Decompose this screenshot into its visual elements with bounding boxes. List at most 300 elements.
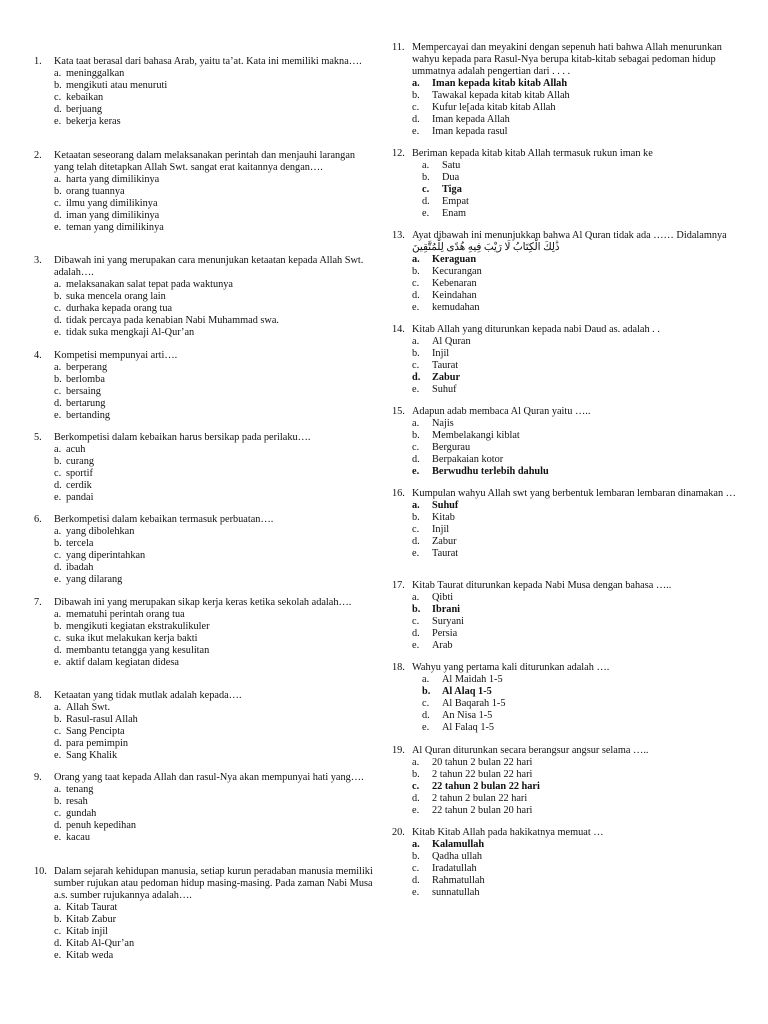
- question-text: [34, 350, 374, 362]
- answer-option[interactable]: [54, 386, 374, 398]
- question-10: [34, 866, 374, 962]
- question-4: [34, 350, 374, 422]
- question-text: [392, 827, 737, 839]
- option-text: tidak suka mengkaji Al-Qur’an: [66, 327, 195, 338]
- option-letter: d.: [54, 398, 62, 409]
- question-prompt: Kitab Allah yang diturunkan kepada nabi Daud as. adalah . .: [412, 324, 660, 335]
- question-11: [392, 42, 737, 138]
- option-text: bertanding: [66, 410, 111, 421]
- option-letter: b.: [54, 456, 62, 467]
- answer-option[interactable]: [412, 769, 737, 781]
- option-text: Kitab injil: [66, 926, 109, 937]
- option-letter: d.: [54, 480, 62, 491]
- answer-options: [392, 500, 737, 560]
- option-letter: e.: [412, 126, 420, 137]
- answer-option[interactable]: [54, 456, 374, 468]
- answer-option[interactable]: [412, 875, 737, 887]
- answer-option[interactable]: [54, 796, 374, 808]
- option-text: bersaing: [66, 386, 101, 397]
- answer-option[interactable]: [412, 360, 737, 372]
- option-text: harta yang dimilikinya: [66, 174, 160, 185]
- answer-option[interactable]: [54, 198, 374, 210]
- answer-options: [34, 784, 374, 844]
- answer-option[interactable]: [54, 938, 374, 950]
- answer-option[interactable]: [412, 336, 737, 348]
- question-text: [392, 42, 737, 78]
- answer-option[interactable]: [412, 454, 737, 466]
- option-text: Dua: [442, 172, 460, 183]
- option-letter: c.: [422, 184, 430, 195]
- answer-option[interactable]: [412, 500, 737, 512]
- option-letter: e.: [54, 950, 62, 961]
- option-text: mengikuti kegiatan ekstrakulikuler: [66, 621, 210, 632]
- option-text: Enam: [442, 208, 467, 219]
- answer-options: [392, 160, 737, 220]
- answer-option[interactable]: [54, 562, 374, 574]
- question-prompt: Ketaatan yang tidak mutlak adalah kepada….: [54, 690, 242, 701]
- option-text: berjuang: [66, 104, 103, 115]
- option-text: Rahmatullah: [432, 875, 485, 886]
- option-text: mengikuti atau menuruti: [66, 80, 168, 91]
- question-number: 8.: [34, 690, 42, 701]
- option-letter: a.: [412, 757, 420, 768]
- option-letter: e.: [54, 574, 62, 585]
- question-text: [392, 662, 737, 674]
- option-letter: d.: [412, 536, 420, 547]
- answer-option[interactable]: [54, 621, 374, 633]
- answer-option[interactable]: [54, 526, 374, 538]
- answer-option[interactable]: [412, 348, 737, 360]
- option-letter: c.: [412, 616, 420, 627]
- answer-option[interactable]: [54, 222, 374, 234]
- option-letter: b.: [54, 621, 62, 632]
- answer-options: [392, 592, 737, 652]
- question-text: [34, 690, 374, 702]
- question-number: 4.: [34, 350, 42, 361]
- question-15: [392, 406, 737, 478]
- option-text: ibadah: [66, 562, 94, 573]
- option-letter: c.: [54, 926, 62, 937]
- answer-option[interactable]: [54, 714, 374, 726]
- question-number: 13.: [392, 230, 405, 241]
- answer-option[interactable]: [54, 315, 374, 327]
- option-letter: d.: [54, 645, 62, 656]
- answer-options: [34, 526, 374, 586]
- option-text: Iman kepada rasul: [432, 126, 508, 137]
- answer-option[interactable]: [422, 160, 737, 172]
- option-text: membantu tetangga yang kesulitan: [66, 645, 210, 656]
- option-letter: a.: [54, 702, 62, 713]
- option-text: Allah Swt.: [66, 702, 111, 713]
- answer-options: [392, 254, 737, 314]
- question-prompt: Orang yang taat kepada Allah dan rasul-Nya akan mempunyai hati yang….: [54, 772, 364, 783]
- answer-option[interactable]: [54, 80, 374, 92]
- option-text: Najis: [432, 418, 454, 429]
- answer-options: [392, 674, 737, 734]
- answer-option[interactable]: [54, 279, 374, 291]
- question-6: [34, 514, 374, 586]
- option-text: Zabur: [432, 536, 457, 547]
- answer-option[interactable]: [412, 372, 737, 384]
- option-text: Kitab Al-Qur’an: [66, 938, 135, 949]
- answer-option[interactable]: [54, 468, 374, 480]
- answer-option[interactable]: [412, 863, 737, 875]
- option-text: Kecurangan: [432, 266, 482, 277]
- option-letter: e.: [54, 327, 62, 338]
- option-text: Sang Khalik: [66, 750, 118, 761]
- option-text: tidak percaya pada kenabian Nabi Muhammad swa.: [66, 315, 280, 326]
- question-prompt: Ketaatan seseorang dalam melaksanakan perintah dan menjauhi larangan yang telah ditetapkan Allah Swt. sangat erat kaitannya dengan….: [54, 150, 356, 173]
- answer-option[interactable]: [412, 805, 737, 817]
- answer-option[interactable]: [54, 92, 374, 104]
- option-text: Berpakaian kotor: [432, 454, 504, 465]
- answer-option[interactable]: [412, 466, 737, 478]
- answer-option[interactable]: [54, 210, 374, 222]
- option-letter: c.: [54, 92, 62, 103]
- option-letter: b.: [412, 851, 420, 862]
- option-text: 2 tahun 2 bulan 22 hari: [432, 793, 528, 804]
- option-letter: e.: [422, 208, 430, 219]
- question-2: [34, 150, 374, 234]
- option-text: Empat: [442, 196, 469, 207]
- option-letter: b.: [54, 714, 62, 725]
- option-letter: d.: [412, 454, 420, 465]
- answer-option[interactable]: [412, 302, 737, 314]
- option-letter: a.: [412, 254, 420, 265]
- answer-option[interactable]: [54, 174, 374, 186]
- option-text: Iman kepada Allah: [432, 114, 510, 125]
- option-letter: a.: [54, 902, 62, 913]
- answer-option[interactable]: [412, 536, 737, 548]
- answer-option[interactable]: [54, 444, 374, 456]
- question-number: 18.: [392, 662, 405, 673]
- question-prompt: Adapun adab membaca Al Quran yaitu …..: [412, 406, 591, 417]
- answer-option[interactable]: [412, 839, 737, 851]
- option-text: Tiga: [442, 184, 462, 195]
- option-letter: b.: [412, 430, 420, 441]
- option-text: gundah: [66, 808, 97, 819]
- answer-option[interactable]: [412, 78, 737, 90]
- option-letter: b.: [54, 291, 62, 302]
- option-text: Ibrani: [432, 604, 461, 615]
- option-text: Injil: [432, 524, 450, 535]
- answer-options: [34, 279, 374, 339]
- answer-option[interactable]: [54, 362, 374, 374]
- option-text: Zabur: [432, 372, 461, 383]
- answer-option[interactable]: [422, 698, 737, 710]
- answer-option[interactable]: [412, 102, 737, 114]
- answer-options: [392, 418, 737, 478]
- option-letter: c.: [54, 198, 62, 209]
- answer-option[interactable]: [412, 442, 737, 454]
- answer-option[interactable]: [54, 186, 374, 198]
- question-text: [34, 597, 374, 609]
- answer-option[interactable]: [412, 851, 737, 863]
- answer-options: [34, 362, 374, 422]
- option-letter: d.: [412, 875, 420, 886]
- option-letter: a.: [412, 78, 420, 89]
- answer-option[interactable]: [422, 674, 737, 686]
- answer-option[interactable]: [54, 902, 374, 914]
- option-text: Kufur le[ada kitab kitab Allah: [432, 102, 556, 113]
- option-letter: e.: [54, 116, 62, 127]
- answer-option[interactable]: [54, 645, 374, 657]
- option-text: suka mencela orang lain: [66, 291, 166, 302]
- option-letter: c.: [54, 808, 62, 819]
- option-letter: e.: [54, 750, 62, 761]
- answer-option[interactable]: [422, 208, 737, 220]
- answer-option[interactable]: [54, 327, 374, 339]
- option-letter: a.: [54, 526, 62, 537]
- answer-option[interactable]: [412, 640, 737, 652]
- option-text: sunnatullah: [432, 887, 480, 898]
- answer-option[interactable]: [54, 291, 374, 303]
- option-letter: b.: [54, 796, 62, 807]
- option-letter: b.: [412, 512, 420, 523]
- question-9: [34, 772, 374, 844]
- answer-option[interactable]: [422, 710, 737, 722]
- answer-option[interactable]: [54, 492, 374, 504]
- question-text: [392, 745, 737, 757]
- option-text: curang: [66, 456, 95, 467]
- answer-option[interactable]: [412, 278, 737, 290]
- question-prompt: Ayat dibawah ini menunjukkan bahwa Al Quran tidak ada …… Didalamnya ذَٰلِكَ الْكِتَابُ لَا رَيْبَ فِيهِ هُدًى لِلْمُتَّقِينَ: [412, 230, 727, 253]
- answer-options: [34, 609, 374, 669]
- option-letter: c.: [54, 633, 62, 644]
- answer-options: [34, 68, 374, 128]
- answer-option[interactable]: [54, 68, 374, 80]
- answer-option[interactable]: [54, 609, 374, 621]
- option-text: Kalamullah: [432, 839, 485, 850]
- option-text: kemudahan: [432, 302, 480, 313]
- option-text: Membelakangi kiblat: [432, 430, 520, 441]
- question-prompt: Kitab Kitab Allah pada hakikatnya memuat …: [412, 827, 604, 838]
- option-text: 20 tahun 2 bulan 22 hari: [432, 757, 533, 768]
- option-letter: a.: [54, 279, 62, 290]
- option-text: aktif dalam kegiatan didesa: [66, 657, 179, 668]
- option-letter: d.: [412, 114, 420, 125]
- answer-option[interactable]: [54, 374, 374, 386]
- option-letter: c.: [54, 303, 62, 314]
- question-number: 20.: [392, 827, 405, 838]
- option-text: Al Falaq 1-5: [442, 722, 495, 733]
- option-text: resah: [66, 796, 88, 807]
- option-text: Bergurau: [432, 442, 471, 453]
- option-text: Al Quran: [432, 336, 471, 347]
- answer-option[interactable]: [54, 750, 374, 762]
- question-number: 10.: [34, 866, 47, 877]
- question-text: [34, 866, 374, 902]
- question-number: 6.: [34, 514, 42, 525]
- answer-option[interactable]: [54, 633, 374, 645]
- option-text: berlomba: [66, 374, 105, 385]
- answer-option[interactable]: [412, 548, 737, 560]
- option-text: pandai: [66, 492, 94, 503]
- answer-option[interactable]: [412, 266, 737, 278]
- option-letter: e.: [54, 832, 62, 843]
- answer-option[interactable]: [412, 604, 737, 616]
- question-number: 11.: [392, 42, 405, 53]
- option-letter: b.: [412, 769, 420, 780]
- question-number: 5.: [34, 432, 42, 443]
- option-text: Suryani: [432, 616, 465, 627]
- answer-option[interactable]: [412, 524, 737, 536]
- option-text: Kebenaran: [432, 278, 477, 289]
- answer-options: [392, 839, 737, 899]
- option-text: yang dibolehkan: [66, 526, 135, 537]
- answer-option[interactable]: [412, 757, 737, 769]
- answer-option[interactable]: [54, 820, 374, 832]
- option-text: Suhuf: [432, 384, 457, 395]
- question-prompt: Dalam sejarah kehidupan manusia, setiap kurun peradaban manusia memiliki sumber rujukan atau pedoman hidup masing-masing. Pada zaman Nabi Musa a.s. sumber rujukannya adalah….: [54, 866, 373, 901]
- answer-option[interactable]: [54, 832, 374, 844]
- answer-option[interactable]: [422, 196, 737, 208]
- answer-option[interactable]: [412, 90, 737, 102]
- answer-option[interactable]: [412, 781, 737, 793]
- option-text: ilmu yang dimilikinya: [66, 198, 158, 209]
- option-letter: d.: [412, 290, 420, 301]
- question-12: [392, 148, 737, 220]
- option-text: tercela: [66, 538, 94, 549]
- answer-option[interactable]: [54, 784, 374, 796]
- answer-option[interactable]: [412, 290, 737, 302]
- option-letter: b.: [412, 348, 420, 359]
- question-prompt: Berkompetisi dalam kebaikan termasuk perbuatan….: [54, 514, 274, 525]
- option-text: Taurat: [432, 360, 459, 371]
- question-text: [34, 150, 374, 174]
- option-letter: c.: [54, 386, 62, 397]
- question-text: [392, 580, 737, 592]
- answer-option[interactable]: [54, 104, 374, 116]
- question-prompt: Dibawah ini yang merupakan cara menunjukan ketaatan kepada Allah Swt. adalah….: [54, 255, 364, 278]
- question-18: [392, 662, 737, 734]
- question-prompt: Mempercayai dan meyakini dengan sepenuh hati bahwa Allah menurunkan wahyu kepada para Rasul-Nya berupa kitab-kitab sebagai pedoman hidup ummatnya adalah pengertian dari . . . .: [412, 42, 722, 77]
- option-letter: a.: [54, 444, 62, 455]
- option-letter: c.: [412, 278, 420, 289]
- answer-option[interactable]: [54, 702, 374, 714]
- answer-option[interactable]: [412, 512, 737, 524]
- question-16: [392, 488, 737, 560]
- option-text: Qibti: [432, 592, 454, 603]
- answer-option[interactable]: [54, 480, 374, 492]
- answer-option[interactable]: [412, 616, 737, 628]
- answer-options: [34, 702, 374, 762]
- option-text: Tawakal kepada kitab kitab Allah: [432, 90, 570, 101]
- option-letter: b.: [412, 90, 420, 101]
- question-text: [34, 432, 374, 444]
- answer-option[interactable]: [54, 738, 374, 750]
- option-text: Arab: [432, 640, 453, 651]
- option-letter: e.: [412, 384, 420, 395]
- option-text: yang diperintahkan: [66, 550, 146, 561]
- question-text: [392, 230, 737, 254]
- question-number: 2.: [34, 150, 42, 161]
- question-prompt: Kompetisi mempunyai arti….: [54, 350, 178, 361]
- option-text: 22 tahun 2 bulan 22 hari: [432, 781, 540, 792]
- question-number: 12.: [392, 148, 405, 159]
- answer-option[interactable]: [54, 538, 374, 550]
- answer-option[interactable]: [422, 184, 737, 196]
- option-letter: e.: [54, 657, 62, 668]
- option-text: Keindahan: [432, 290, 477, 301]
- answer-option[interactable]: [54, 657, 374, 669]
- question-17: [392, 580, 737, 652]
- answer-option[interactable]: [54, 410, 374, 422]
- option-letter: a.: [54, 174, 62, 185]
- answer-option[interactable]: [54, 398, 374, 410]
- answer-option[interactable]: [412, 628, 737, 640]
- option-letter: a.: [412, 336, 420, 347]
- option-text: orang tuannya: [66, 186, 125, 197]
- option-letter: a.: [412, 839, 420, 850]
- option-text: Kitab Taurat: [66, 902, 118, 913]
- answer-option[interactable]: [54, 303, 374, 315]
- answer-option[interactable]: [412, 430, 737, 442]
- question-text: [34, 255, 374, 279]
- question-number: 9.: [34, 772, 42, 783]
- question-number: 15.: [392, 406, 405, 417]
- option-letter: c.: [412, 524, 420, 535]
- answer-option[interactable]: [54, 950, 374, 962]
- option-letter: c.: [412, 442, 420, 453]
- answer-option[interactable]: [54, 808, 374, 820]
- option-text: tenang: [66, 784, 94, 795]
- option-text: Injil: [432, 348, 450, 359]
- answer-option[interactable]: [412, 384, 737, 396]
- option-letter: b.: [54, 538, 62, 549]
- option-letter: c.: [412, 102, 420, 113]
- answer-option[interactable]: [54, 914, 374, 926]
- answer-option[interactable]: [412, 793, 737, 805]
- option-letter: a.: [422, 160, 430, 171]
- option-text: Berwudhu terlebih dahulu: [432, 466, 549, 477]
- answer-option[interactable]: [412, 126, 737, 138]
- answer-options: [392, 78, 737, 138]
- answer-option[interactable]: [422, 722, 737, 734]
- answer-option[interactable]: [422, 686, 737, 698]
- option-text: sportif: [66, 468, 93, 479]
- question-text: [392, 148, 737, 160]
- answer-option[interactable]: [54, 116, 374, 128]
- option-letter: d.: [422, 196, 430, 207]
- option-letter: d.: [412, 628, 420, 639]
- option-text: Al Maidah 1-5: [442, 674, 503, 685]
- answer-option[interactable]: [412, 887, 737, 899]
- answer-option[interactable]: [412, 254, 737, 266]
- option-letter: c.: [412, 781, 420, 792]
- answer-option[interactable]: [54, 726, 374, 738]
- question-number: 17.: [392, 580, 405, 591]
- option-text: Qadha ullah: [432, 851, 483, 862]
- option-text: 2 tahun 22 bulan 22 hari: [432, 769, 533, 780]
- answer-option[interactable]: [412, 114, 737, 126]
- answer-option[interactable]: [422, 172, 737, 184]
- question-text: [34, 772, 374, 784]
- answer-options: [34, 444, 374, 504]
- option-text: Kitab Zabur: [66, 914, 117, 925]
- answer-option[interactable]: [54, 574, 374, 586]
- answer-option[interactable]: [54, 926, 374, 938]
- option-letter: e.: [412, 466, 420, 477]
- question-3: [34, 255, 374, 339]
- answer-option[interactable]: [412, 592, 737, 604]
- option-letter: e.: [54, 410, 62, 421]
- answer-option[interactable]: [412, 418, 737, 430]
- answer-option[interactable]: [54, 550, 374, 562]
- option-text: bekerja keras: [66, 116, 121, 127]
- option-letter: c.: [54, 468, 62, 479]
- option-text: Al Alaq 1-5: [442, 686, 492, 697]
